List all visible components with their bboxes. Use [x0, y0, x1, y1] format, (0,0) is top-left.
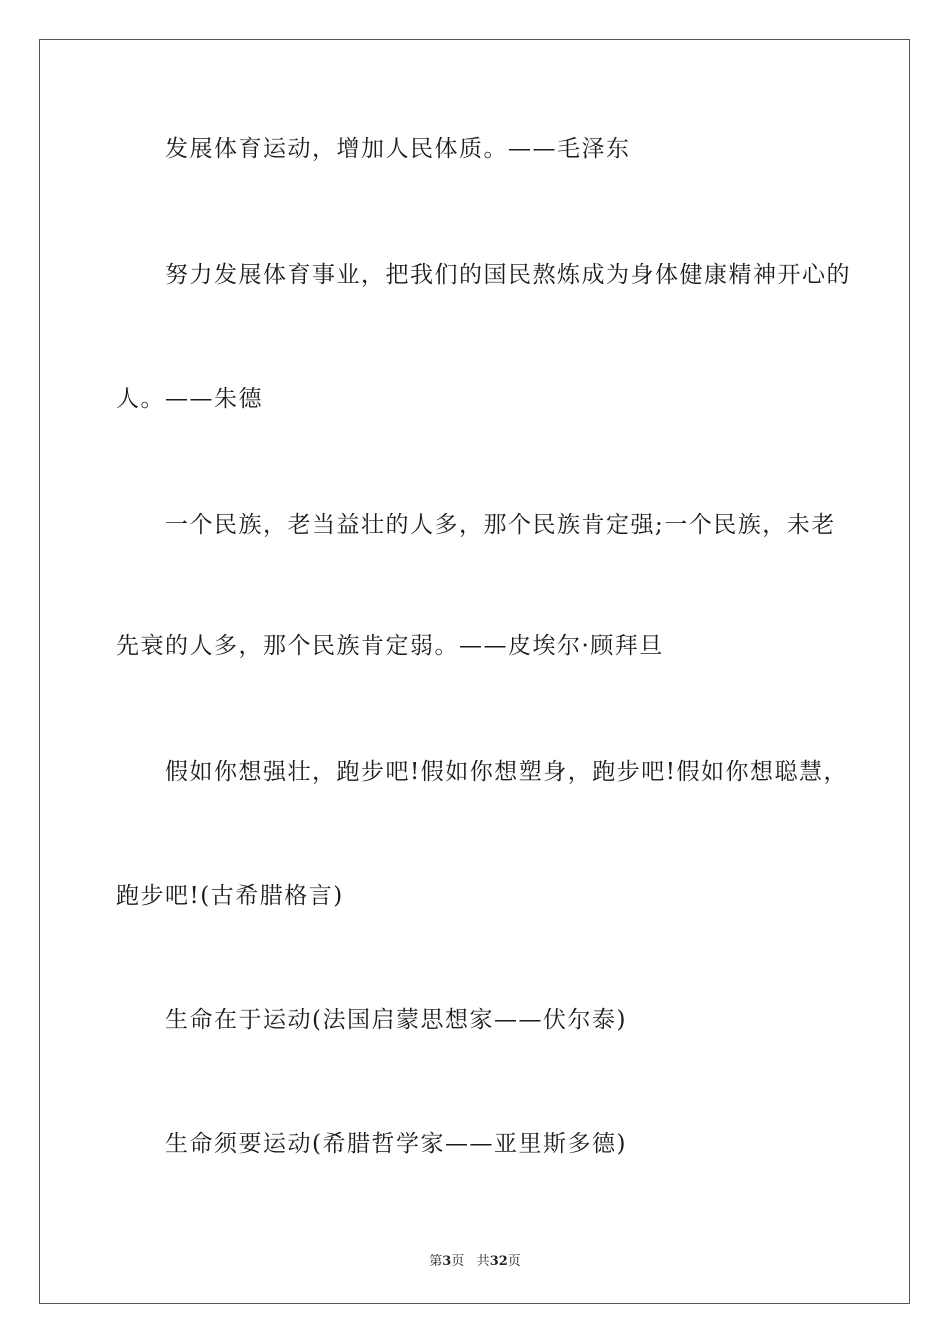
paragraph-line-9: 生命须要运动(希腊哲学家——亚里斯多德) [165, 1131, 627, 1157]
paragraph-line-1: 发展体育运动，增加人民体质。——毛泽东 [165, 136, 631, 162]
paragraph-line-5: 先衰的人多，那个民族肯定弱。——皮埃尔·顾拜旦 [116, 633, 664, 659]
footer-page-number: 3 [442, 1254, 452, 1269]
page-frame [39, 39, 910, 1304]
paragraph-line-4: 一个民族，老当益壮的人多，那个民族肯定强;一个民族，未老 [165, 512, 836, 538]
footer-total-prefix: 共 [476, 1254, 490, 1269]
paragraph-line-2: 努力发展体育事业，把我们的国民熬炼成为身体健康精神开心的 [165, 262, 851, 288]
footer-total-suffix: 页 [507, 1254, 521, 1269]
paragraph-line-7: 跑步吧!(古希腊格言) [116, 883, 344, 909]
footer-total-pages: 32 [489, 1254, 508, 1269]
paragraph-line-8: 生命在于运动(法国启蒙思想家——伏尔泰) [165, 1007, 627, 1033]
footer-page-suffix: 页 [451, 1254, 465, 1269]
page-footer [0, 1250, 950, 1269]
paragraph-line-6: 假如你想强壮，跑步吧!假如你想塑身，跑步吧!假如你想聪慧， [165, 759, 848, 785]
footer-page-prefix: 第 [429, 1254, 443, 1269]
paragraph-line-3: 人。——朱德 [116, 386, 263, 412]
